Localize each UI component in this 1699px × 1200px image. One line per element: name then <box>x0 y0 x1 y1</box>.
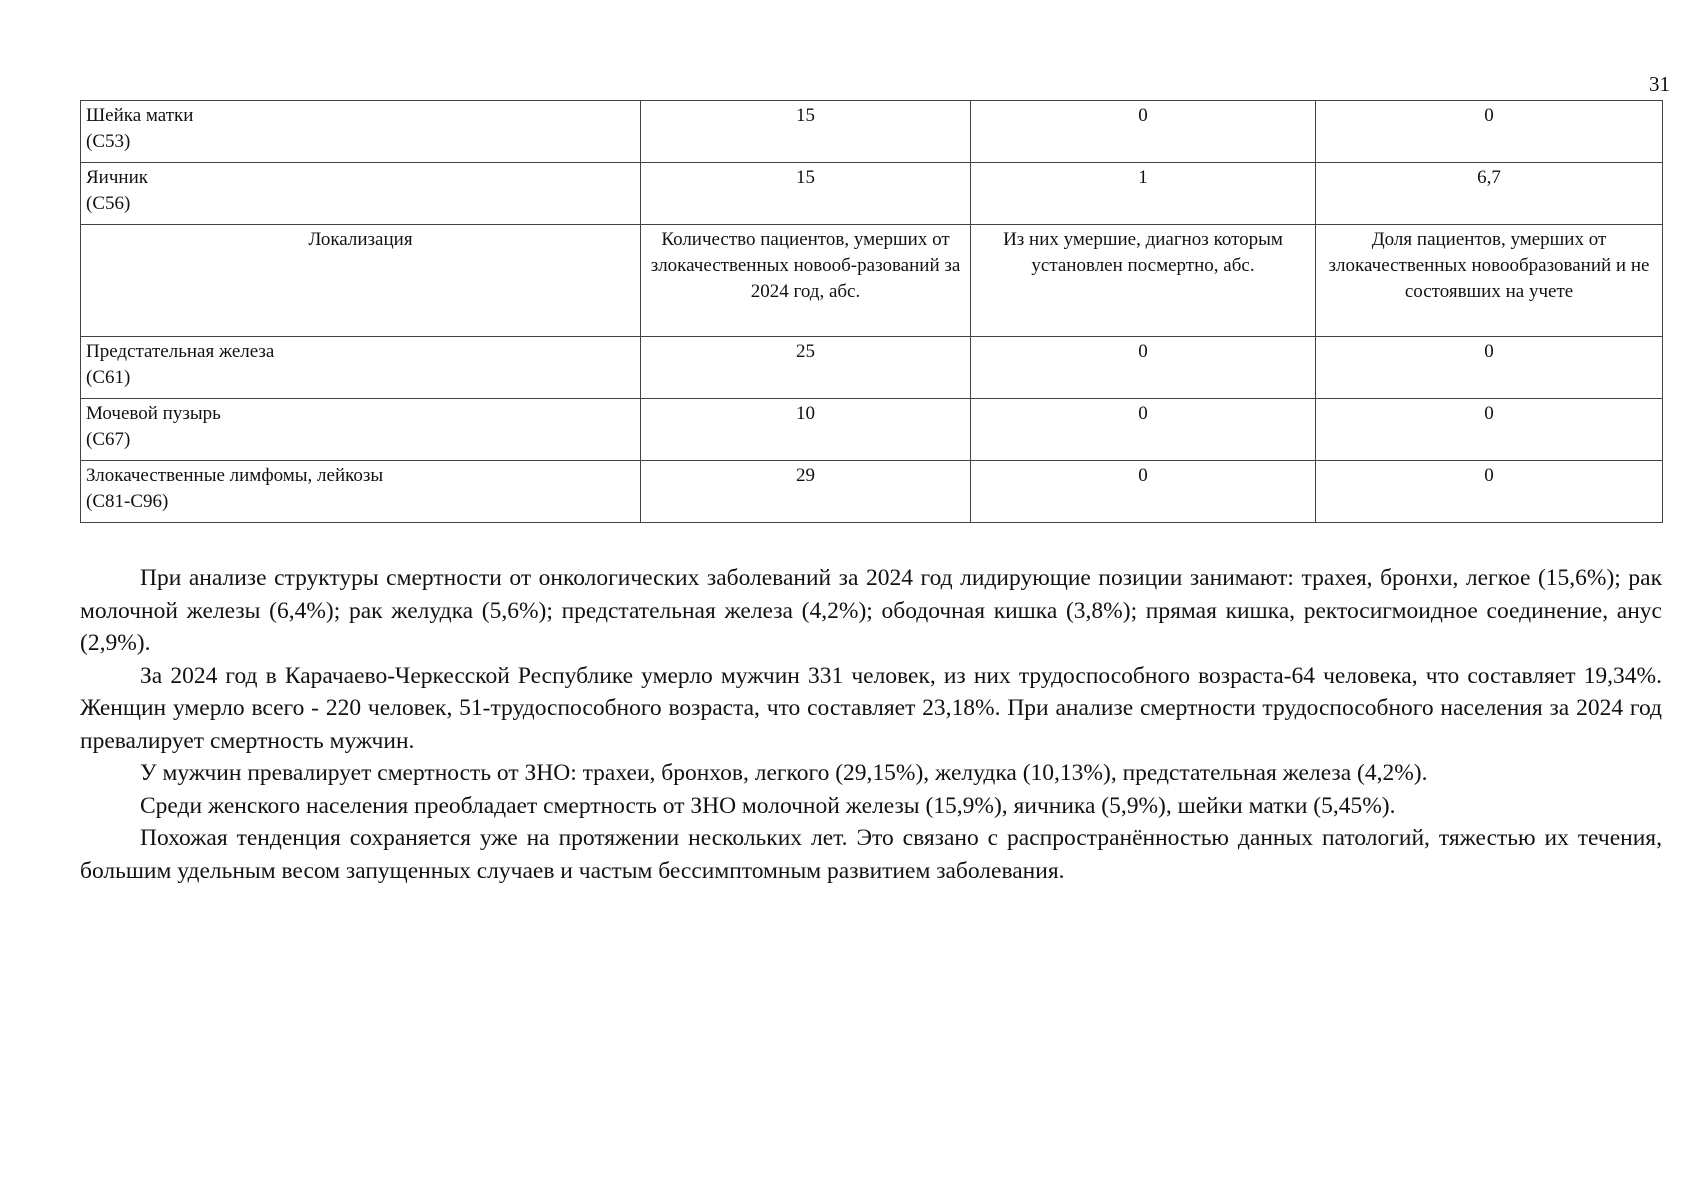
header-localization: Локализация <box>81 225 641 337</box>
share-cell: 0 <box>1316 101 1663 163</box>
posthumous-cell: 0 <box>971 399 1316 461</box>
deaths-cell: 10 <box>641 399 971 461</box>
paragraph: Похожая тенденция сохраняется уже на протяжении нескольких лет. Это связано с распространённостью данных патологий, тяжестью их течения, большим удельным весом запущенных случаев и частым бессимптомным развитием заболевания. <box>80 825 1662 884</box>
localization-cell <box>81 101 641 163</box>
table-row <box>81 399 1663 461</box>
localization-code: (С81-С96) <box>86 491 169 512</box>
header-posthumous: Из них умершие, диагноз которым установлен посмертно, абс. <box>971 225 1316 337</box>
localization-name: Яичник <box>86 167 148 188</box>
mortality-table <box>80 100 1663 523</box>
share-cell: 0 <box>1316 461 1663 523</box>
posthumous-cell: 1 <box>971 163 1316 225</box>
posthumous-cell: 0 <box>971 337 1316 399</box>
header-share: Доля пациентов, умерших от злокачественных новообразований и не состоявших на учете <box>1316 225 1663 337</box>
deaths-cell: 15 <box>641 163 971 225</box>
table-row <box>81 163 1663 225</box>
analysis-text <box>80 562 1662 887</box>
table-row <box>81 337 1663 399</box>
paragraph: За 2024 год в Карачаево-Черкесской Республике умерло мужчин 331 человек, из них трудоспособного возраста-64 человека, что составляет 19,34%. Женщин умерло всего - 220 человек, 51-трудоспособного возраста, что составляет 23,18%. При анализе смертности трудоспособного населения за 2024 год превалирует смертность мужчин. <box>80 662 1662 754</box>
posthumous-cell: 0 <box>971 101 1316 163</box>
deaths-cell: 15 <box>641 101 971 163</box>
localization-cell <box>81 337 641 399</box>
table-row <box>81 461 1663 523</box>
header-deaths: Количество пациентов, умерших от злокачественных новооб-разований за 2024 год, абс. <box>641 225 971 337</box>
localization-cell <box>81 399 641 461</box>
table-row <box>81 101 1663 163</box>
localization-name: Шейка матки <box>86 105 194 126</box>
localization-cell <box>81 461 641 523</box>
table-header-row <box>81 225 1663 337</box>
share-cell: 0 <box>1316 337 1663 399</box>
paragraph: Среди женского населения преобладает смертность от ЗНО молочной железы (15,9%), яичника (5,9%), шейки матки (5,45%). <box>140 792 1396 819</box>
paragraph: При анализе структуры смертности от онкологических заболеваний за 2024 год лидирующие позиции занимают: трахея, бронхи, легкое (15,6%); рак молочной железы (6,4%); рак желудка (5,6%); предстательная железа (4,2%); ободочная кишка (3,8%); прямая кишка, ректосигмоидное соединение, анус (2,9%). <box>80 565 1662 656</box>
localization-code: (С67) <box>86 429 131 450</box>
localization-name: Мочевой пузырь <box>86 403 221 424</box>
localization-name: Злокачественные лимфомы, лейкозы <box>86 465 384 486</box>
share-cell: 0 <box>1316 399 1663 461</box>
paragraph: У мужчин превалирует смертность от ЗНО: трахеи, бронхов, легкого (29,15%), желудка (10,13%), предстательная железа (4,2%). <box>140 760 1428 786</box>
localization-cell <box>81 163 641 225</box>
posthumous-cell: 0 <box>971 461 1316 523</box>
share-cell: 6,7 <box>1316 163 1663 225</box>
page-number: 31 <box>1649 72 1670 96</box>
localization-code: (С53) <box>86 131 131 152</box>
deaths-cell: 25 <box>641 337 971 399</box>
deaths-cell: 29 <box>641 461 971 523</box>
localization-code: (С56) <box>86 193 131 214</box>
localization-name: Предстательная железа <box>86 341 275 362</box>
localization-code: (С61) <box>86 367 131 388</box>
